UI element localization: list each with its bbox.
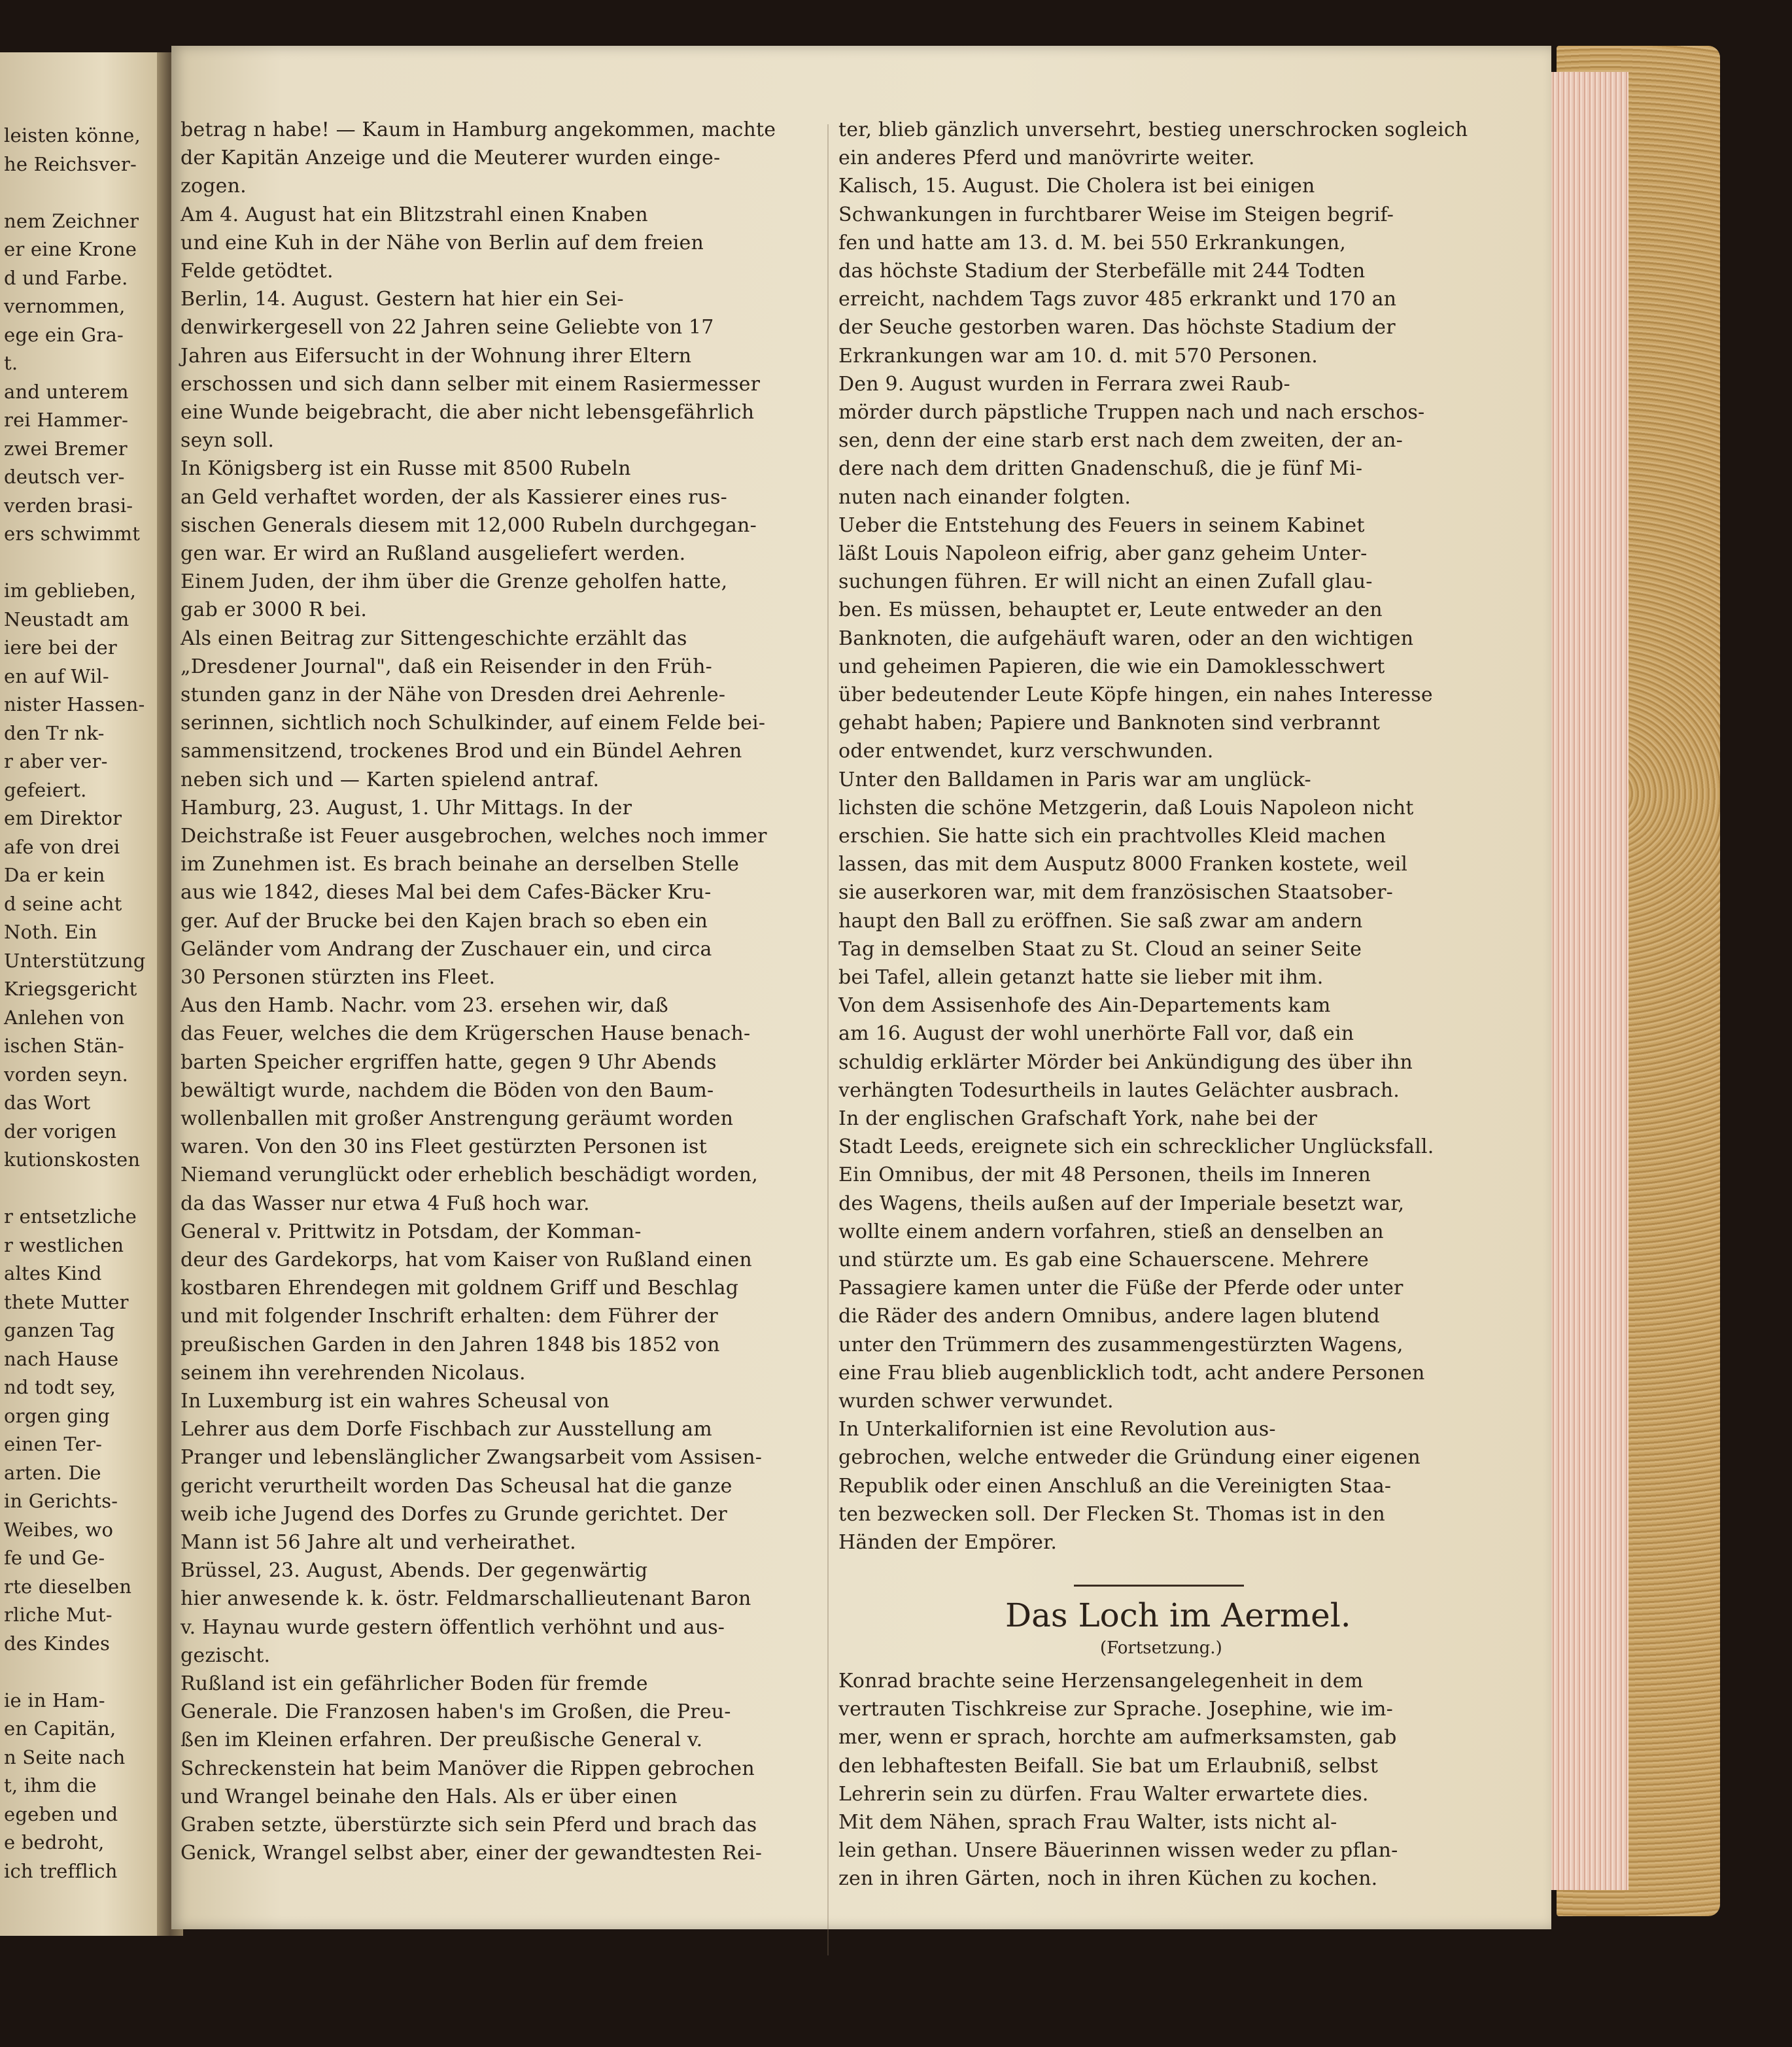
column-a-line: Hamburg, 23. August, 1. Uhr Mittags. In der — [181, 796, 632, 819]
column-a-line: Deichstraße ist Feuer ausgebrochen, welches noch immer — [181, 825, 767, 848]
left-page-line: arten. Die — [4, 1461, 101, 1484]
left-page-line: and unterem — [4, 380, 129, 403]
column-a-line: „Dresdener Journal", daß ein Reisender in den Früh- — [181, 655, 712, 678]
column-b-line: Ueber die Entstehung des Feuers in seinem Kabinet — [838, 513, 1365, 537]
left-page-line: Neustadt am — [4, 608, 129, 630]
column-b-line: lichsten die schöne Metzgerin, daß Louis Napoleon nicht — [838, 796, 1414, 819]
column-a-line: v. Haynau wurde gestern öffentlich verhöhnt und aus- — [181, 1615, 725, 1639]
column-b-line: und geheimen Papieren, die wie ein Damoklesschwert — [838, 655, 1385, 678]
left-page-line: thete Mutter — [4, 1290, 129, 1313]
column-a-line: seyn soll. — [181, 429, 275, 453]
column-a-line: Brüssel, 23. August, Abends. Der gegenwärtig — [181, 1559, 648, 1583]
column-b-line: haupt den Ball zu eröffnen. Sie saß zwar am andern — [838, 909, 1363, 933]
column-a-line: zogen. — [181, 175, 247, 198]
column-b-line: am 16. August der wohl unerhörte Fall vor, daß ein — [838, 1022, 1354, 1046]
left-page-line: der vorigen — [4, 1120, 117, 1143]
left-page-line: er eine Krone — [4, 238, 137, 260]
column-a-line: Aus den Hamb. Nachr. vom 23. ersehen wir, daß — [181, 994, 668, 1018]
column-a-line: Am 4. August hat ein Blitzstrahl einen Knaben — [181, 203, 648, 226]
column-a-line: betrag n habe! — Kaum in Hamburg angekommen, machte — [181, 118, 776, 141]
column-a-line: Jahren aus Eifersucht in der Wohnung ihrer Eltern — [181, 344, 692, 368]
column-b-line: Republik oder einen Anschluß an die Vereinigten Staa- — [838, 1474, 1392, 1498]
left-page-line: deutsch ver- — [4, 466, 125, 488]
column-b-line: Banknoten, die aufgehäuft waren, oder an den wichtigen — [838, 627, 1414, 650]
column-a-line: Graben setzte, überstürzte sich sein Pferd und brach das — [181, 1814, 757, 1836]
column-b-line: sen, denn der eine starb erst nach dem zweiten, der an- — [838, 429, 1403, 453]
column-a-line: und Wrangel beinahe den Hals. Als er über einen — [181, 1785, 678, 1808]
left-page-line: Da er kein — [4, 864, 105, 886]
page-edges — [1540, 72, 1628, 1890]
left-page-line: rliche Mut- — [4, 1604, 112, 1626]
left-page-line: ie in Ham- — [4, 1689, 105, 1712]
left-page-line: Weibes, wo — [4, 1518, 114, 1541]
left-page-line: ich trefflich — [4, 1859, 118, 1882]
left-page-line: ischen Stän- — [4, 1035, 124, 1057]
column-b-line: die Räder des andern Omnibus, andere lagen blutend — [838, 1305, 1380, 1328]
column-b-line: lassen, das mit dem Ausputz 8000 Franken kostete, weil — [838, 853, 1408, 876]
column-b-line: über bedeutender Leute Köpfe hingen, ein nahes Interesse — [838, 683, 1433, 706]
column-a-line: seinem ihn verehrenden Nicolaus. — [181, 1361, 526, 1385]
left-page-line: ege ein Gra- — [4, 323, 124, 346]
column-b-line: sie auserkoren war, mit dem französischen Staatsober- — [838, 881, 1393, 904]
left-page-line: kutionskosten — [4, 1148, 141, 1171]
column-b-line: Tag in demselben Staat zu St. Cloud an seiner Seite — [838, 937, 1362, 961]
left-page-line: Noth. Ein — [4, 921, 97, 943]
column-a-line: weib iche Jugend des Dorfes zu Grunde gerichtet. Der — [181, 1502, 727, 1526]
story-line: lein gethan. Unsere Bäuerinnen wissen weder zu pflan- — [838, 1839, 1398, 1863]
left-page-line: ers schwimmt — [4, 523, 141, 545]
left-page-line: das Wort — [4, 1092, 91, 1114]
column-a-line: gezischt. — [181, 1643, 271, 1667]
column-a-line: waren. Von den 30 ins Fleet gestürzten Personen ist — [181, 1135, 707, 1159]
left-page-line: leisten könne, — [4, 124, 141, 146]
column-b-line: erreicht, nachdem Tags zuvor 485 erkrankt und 170 an — [838, 288, 1397, 311]
story-line: den lebhaftesten Beifall. Sie bat um Erlaubniß, selbst — [838, 1754, 1379, 1778]
right-page — [171, 46, 1551, 1929]
story-line: mer, wenn er sprach, horchte am aufmerksamsten, gab — [838, 1726, 1397, 1749]
column-a-line: ger. Auf der Brucke bei den Kajen brach so eben ein — [181, 909, 708, 933]
column-a-line: der Kapitän Anzeige und die Meuterer wurden einge- — [181, 146, 721, 170]
left-page-line: he Reichsver- — [4, 152, 137, 175]
column-a-line: preußischen Garden in den Jahren 1848 bis 1852 von — [181, 1333, 720, 1356]
column-a-line: Mann ist 56 Jahre alt und verheirathet. — [181, 1531, 576, 1554]
left-page-line: n Seite nach — [4, 1746, 126, 1768]
column-b-line: Von dem Assisenhofe des Ain-Departements kam — [838, 994, 1331, 1018]
left-page-line: Unterstützung — [4, 949, 146, 972]
left-page-line: gefeiert. — [4, 778, 87, 801]
left-page-line: t. — [4, 352, 18, 374]
column-b-line: Stadt Leeds, ereignete sich ein schrecklicher Unglücksfall. — [838, 1135, 1434, 1159]
column-a-line: barten Speicher ergriffen hatte, gegen 9 Uhr Abends — [181, 1050, 717, 1074]
story-line: vertrauten Tischkreise zur Sprache. Josephine, wie im- — [838, 1698, 1393, 1721]
left-page-line: r aber ver- — [4, 750, 108, 772]
story-title: Das Loch im Aermel. — [1005, 1596, 1351, 1634]
column-b-line: eine Frau blieb augenblicklich todt, acht andere Personen — [838, 1361, 1425, 1385]
column-a-line: Schreckenstein hat beim Manöver die Rippen gebrochen — [181, 1757, 755, 1780]
column-a-line: Berlin, 14. August. Gestern hat hier ein Sei- — [181, 288, 624, 311]
column-a-line: gericht verurtheilt worden Das Scheusal hat die ganze — [181, 1474, 732, 1498]
column-b-line: unter den Trümmern des zusammengestürzten Wagens, — [838, 1333, 1404, 1356]
column-a-line: neben sich und — Karten spielend antraf. — [181, 768, 600, 791]
column-a-line: Geländer vom Andrang der Zuschauer ein, und circa — [181, 937, 712, 961]
column-a-line: Pranger und lebenslänglicher Zwangsarbeit vom Assisen- — [181, 1446, 763, 1470]
left-page-line: t, ihm die — [4, 1774, 97, 1797]
left-page-line: iere bei der — [4, 636, 117, 659]
column-a-line: da das Wasser nur etwa 4 Fuß hoch war. — [181, 1192, 590, 1215]
column-b-line: und stürzte um. Es gab eine Schauerscene. Mehrere — [838, 1248, 1369, 1271]
left-page-line: zwei Bremer — [4, 437, 128, 460]
story-line: zen in ihren Gärten, noch in ihren Küchen zu kochen. — [838, 1867, 1378, 1891]
column-b-line: Händen der Empörer. — [838, 1531, 1058, 1554]
column-b-line: oder entwendet, kurz verschwunden. — [838, 740, 1214, 763]
column-a-line: aus wie 1842, dieses Mal bei dem Cafes-Bäcker Kru- — [181, 881, 712, 904]
column-a-line: gen war. Er wird an Rußland ausgeliefert werden. — [181, 542, 686, 565]
left-page-line: d und Farbe. — [4, 266, 128, 289]
column-a-line: an Geld verhaftet worden, der als Kassierer eines rus- — [181, 485, 727, 509]
column-a-line: gab er 3000 R bei. — [181, 598, 368, 622]
column-a-line: stunden ganz in der Nähe von Dresden drei Aehrenle- — [181, 683, 726, 706]
column-b-line: nuten nach einander folgten. — [838, 485, 1131, 509]
column-b-line: Unter den Balldamen in Paris war am unglück- — [838, 768, 1311, 791]
column-a-line: und mit folgender Inschrift erhalten: dem Führer der — [181, 1305, 718, 1328]
story-line: Konrad brachte seine Herzensangelegenheit in dem — [838, 1670, 1364, 1693]
left-page-line: einen Ter- — [4, 1433, 103, 1455]
left-page-line: den Tr nk- — [4, 721, 105, 744]
column-a-line: In Luxemburg ist ein wahres Scheusal von — [181, 1390, 610, 1413]
section-rule — [1074, 1585, 1244, 1587]
column-b-line: wollte einem andern vorfahren, stieß an denselben an — [838, 1220, 1384, 1243]
column-b-line: das höchste Stadium der Sterbefälle mit 244 Todten — [838, 260, 1366, 283]
column-a-line: denwirkergesell von 22 Jahren seine Geliebte von 17 — [181, 316, 714, 339]
left-page-line: Anlehen von — [4, 1006, 125, 1029]
left-page-line: r entsetzliche — [4, 1205, 137, 1228]
column-b-line: bei Tafel, allein getanzt hatte sie lieber mit ihm. — [838, 966, 1324, 989]
column-b-line: dere nach dem dritten Gnadenschuß, die je fünf Mi- — [838, 457, 1363, 481]
column-b-line: ein anderes Pferd und manövrirte weiter. — [838, 146, 1255, 170]
story-line: Lehrerin sein zu dürfen. Frau Walter erwartete dies. — [838, 1782, 1369, 1806]
left-page-line: verden brasi- — [4, 494, 133, 517]
left-page-line: em Direktor — [4, 807, 122, 829]
column-a-line: serinnen, sichtlich noch Schulkinder, auf einem Felde bei- — [181, 712, 766, 735]
column-b-line: fen und hatte am 13. d. M. bei 550 Erkrankungen, — [838, 231, 1346, 254]
column-b-line: mörder durch päpstliche Truppen nach und nach erschos- — [838, 401, 1425, 424]
column-separator — [827, 124, 829, 1955]
column-a-line: sammensitzend, trockenes Brod und ein Bündel Aehren — [181, 740, 742, 763]
column-a-line: 30 Personen stürzten ins Fleet. — [181, 966, 496, 989]
column-a-line: sischen Generals diesem mit 12,000 Rubeln durchgegan- — [181, 513, 757, 537]
column-a-line: und eine Kuh in der Nähe von Berlin auf dem freien — [181, 231, 704, 254]
left-page-line: en auf Wil- — [4, 664, 109, 687]
left-page-line: in Gerichts- — [4, 1490, 118, 1512]
column-b-line: gehabt haben; Papiere und Banknoten sind verbrannt — [838, 712, 1381, 735]
left-page-line: des Kindes — [4, 1632, 111, 1655]
left-page-line: egeben und — [4, 1802, 118, 1825]
column-b-line: Ein Omnibus, der mit 48 Personen, theils im Inneren — [838, 1163, 1371, 1187]
column-b-line: suchungen führen. Er will nicht an einen Zufall glau- — [838, 570, 1373, 594]
column-b-line: ter, blieb gänzlich unversehrt, bestieg unerschrocken sogleich — [838, 118, 1468, 141]
left-page-line: r westlichen — [4, 1233, 124, 1256]
column-a-line: ßen im Kleinen erfahren. Der preußische General v. — [181, 1729, 703, 1752]
left-page-line: vorden seyn. — [4, 1063, 129, 1086]
column-a-line: im Zunehmen ist. Es brach beinahe an derselben Stelle — [181, 853, 740, 876]
column-b-line: ben. Es müssen, behauptet er, Leute entweder an den — [838, 598, 1383, 622]
column-b-line: wurden schwer verwundet. — [838, 1390, 1114, 1413]
column-b-line: Schwankungen in furchtbarer Weise im Steigen begrif- — [838, 203, 1394, 226]
column-b-line: erschien. Sie hatte sich ein prachtvolles Kleid machen — [838, 825, 1387, 848]
column-a-line: Lehrer aus dem Dorfe Fischbach zur Ausstellung am — [181, 1418, 712, 1441]
left-page-line: orgen ging — [4, 1404, 111, 1427]
column-a-line: Als einen Beitrag zur Sittengeschichte erzählt das — [181, 627, 687, 650]
column-b-line: In der englischen Grafschaft York, nahe bei der — [838, 1107, 1317, 1130]
column-b-line: In Unterkalifornien ist eine Revolution aus- — [838, 1418, 1276, 1441]
column-b-line: Passagiere kamen unter die Füße der Pferde oder unter — [838, 1277, 1404, 1300]
left-page-line: rei Hammer- — [4, 409, 129, 431]
left-page-line: fe und Ge- — [4, 1547, 105, 1569]
left-page-line: en Capitän, — [4, 1717, 116, 1740]
column-b-line: gebrochen, welche entweder die Gründung einer eigenen — [838, 1446, 1421, 1470]
column-b-line: läßt Louis Napoleon eifrig, aber ganz geheim Unter- — [838, 542, 1368, 565]
column-a-line: Generale. Die Franzosen haben's im Großen, die Preu- — [181, 1700, 731, 1724]
column-a-line: bewältigt wurde, nachdem die Böden von den Baum- — [181, 1078, 714, 1102]
column-b-line: des Wagens, theils außen auf der Imperiale besetzt war, — [838, 1192, 1405, 1215]
column-a-line: Felde getödtet. — [181, 260, 334, 283]
left-page-line: nem Zeichner — [4, 209, 139, 232]
column-a-line: kostbaren Ehrendegen mit goldnem Griff und Beschlag — [181, 1277, 739, 1300]
column-a-line: Rußland ist ein gefährlicher Boden für fremde — [181, 1672, 648, 1695]
story-subtitle: (Fortsetzung.) — [1100, 1638, 1222, 1658]
left-page-line: nd todt sey, — [4, 1376, 116, 1398]
column-b-line: Erkrankungen war am 10. d. mit 570 Personen. — [838, 344, 1318, 368]
column-b-line: verhängten Todesurtheils in lautes Gelächter ausbrach. — [838, 1078, 1400, 1102]
left-page-line: nister Hassen- — [4, 693, 145, 715]
column-b-line: der Seuche gestorben waren. Das höchste Stadium der — [838, 316, 1396, 339]
story-line: Mit dem Nähen, sprach Frau Walter, ists nicht al- — [838, 1811, 1337, 1834]
column-a-line: hier anwesende k. k. östr. Feldmarschallieutenant Baron — [181, 1587, 751, 1611]
left-page-line: vernommen, — [4, 295, 126, 317]
column-b-line: ten bezwecken soll. Der Flecken St. Thomas ist in den — [838, 1502, 1385, 1526]
left-page-line: ganzen Tag — [4, 1319, 115, 1341]
left-page-line: afe von drei — [4, 835, 120, 858]
column-a-line: wollenballen mit großer Anstrengung geräumt worden — [181, 1107, 734, 1130]
column-a-line: General v. Prittwitz in Potsdam, der Komman- — [181, 1220, 642, 1243]
column-b-line: Den 9. August wurden in Ferrara zwei Raub- — [838, 372, 1290, 396]
column-b-line: schuldig erklärter Mörder bei Ankündigung des über ihn — [838, 1050, 1413, 1074]
column-a-line: erschossen und sich dann selber mit einem Rasiermesser — [181, 372, 761, 396]
column-a-line: deur des Gardekorps, hat vom Kaiser von Rußland einen — [181, 1248, 752, 1271]
left-page-line: e bedroht, — [4, 1831, 105, 1853]
left-page-line: im geblieben, — [4, 579, 137, 602]
column-a-line: Genick, Wrangel selbst aber, einer der gewandtesten Rei- — [181, 1842, 763, 1865]
left-page-line: altes Kind — [4, 1262, 102, 1284]
left-page-line: Kriegsgericht — [4, 978, 137, 1000]
left-page-line: nach Hause — [4, 1347, 119, 1370]
column-a-line: Einem Juden, der ihm über die Grenze geholfen hatte, — [181, 570, 728, 594]
column-a-line: das Feuer, welches die dem Krügerschen Hause benach- — [181, 1022, 751, 1046]
column-b-line: Kalisch, 15. August. Die Cholera ist bei einigen — [838, 175, 1315, 198]
column-a-line: In Königsberg ist ein Russe mit 8500 Rubeln — [181, 457, 631, 481]
column-a-line: eine Wunde beigebracht, die aber nicht lebensgefährlich — [181, 401, 755, 424]
left-page-line: d seine acht — [4, 892, 122, 915]
column-a-line: Niemand verunglückt oder erheblich beschädigt worden, — [181, 1163, 758, 1187]
left-page-line: rte dieselben — [4, 1575, 132, 1598]
left-page — [0, 52, 171, 1936]
